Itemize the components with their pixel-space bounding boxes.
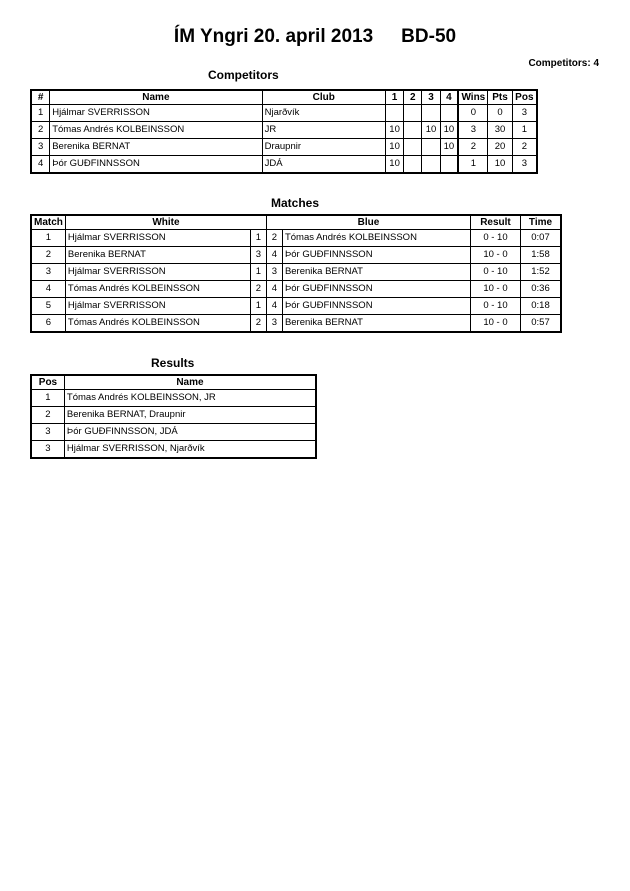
table-cell: 3 bbox=[512, 156, 536, 173]
result-row bbox=[32, 424, 316, 441]
table-cell: 0 - 10 bbox=[470, 264, 520, 281]
table-cell: 1 bbox=[250, 230, 266, 247]
table-cell: JR bbox=[262, 122, 385, 139]
col-header: # bbox=[32, 91, 50, 105]
table-cell: 10 bbox=[440, 139, 458, 156]
table-cell: 1 bbox=[458, 156, 488, 173]
table-cell bbox=[440, 156, 458, 173]
table-cell: 10 bbox=[440, 122, 458, 139]
table-cell: 3 bbox=[32, 424, 65, 441]
table-cell: 1 bbox=[250, 298, 266, 315]
competitor-row bbox=[32, 156, 537, 173]
table-cell: 10 - 0 bbox=[470, 281, 520, 298]
table-cell: 3 bbox=[32, 441, 65, 458]
page-title bbox=[0, 26, 630, 48]
competitor-row bbox=[32, 139, 537, 156]
table-cell bbox=[440, 105, 458, 122]
table-cell: Draupnir bbox=[262, 139, 385, 156]
col-header: White bbox=[65, 216, 266, 230]
col-header: 3 bbox=[422, 91, 440, 105]
table-cell: 3 bbox=[458, 122, 488, 139]
table-cell: Tómas Andrés KOLBEINSSON bbox=[50, 122, 262, 139]
result-row bbox=[32, 441, 316, 458]
table-cell: 0:07 bbox=[520, 230, 560, 247]
table-cell: Hjálmar SVERRISSON bbox=[50, 105, 262, 122]
table-cell: 2 bbox=[32, 407, 65, 424]
table-cell: Hjálmar SVERRISSON bbox=[65, 298, 250, 315]
col-header: 4 bbox=[440, 91, 458, 105]
col-header: Wins bbox=[458, 91, 488, 105]
col-header: Pos bbox=[32, 376, 65, 390]
table-cell: 3 bbox=[266, 315, 282, 332]
table-cell: Tómas Andrés KOLBEINSSON, JR bbox=[64, 390, 315, 407]
matches-table bbox=[31, 215, 561, 332]
table-cell: Þór GUÐFINNSSON bbox=[282, 281, 470, 298]
table-cell: 2 bbox=[512, 139, 536, 156]
col-header: Pos bbox=[512, 91, 536, 105]
col-header: Name bbox=[50, 91, 262, 105]
col-header: Time bbox=[520, 216, 560, 230]
table-cell: 10 bbox=[385, 122, 403, 139]
table-cell bbox=[404, 139, 422, 156]
table-cell bbox=[385, 105, 403, 122]
col-header: 2 bbox=[404, 91, 422, 105]
table-cell bbox=[422, 139, 440, 156]
matches-heading: Matches bbox=[271, 196, 320, 210]
table-cell: 2 bbox=[250, 315, 266, 332]
table-cell: Hjálmar SVERRISSON bbox=[65, 230, 250, 247]
match-row bbox=[32, 298, 561, 315]
match-row bbox=[32, 315, 561, 332]
match-row bbox=[32, 264, 561, 281]
table-cell: 10 bbox=[488, 156, 512, 173]
table-cell: 6 bbox=[32, 315, 66, 332]
match-row bbox=[32, 281, 561, 298]
table-cell: Tómas Andrés KOLBEINSSON bbox=[65, 281, 250, 298]
col-header: Pts bbox=[488, 91, 512, 105]
table-cell bbox=[422, 105, 440, 122]
table-cell: 4 bbox=[266, 281, 282, 298]
table-cell: Þór GUÐFINNSSON, JDÁ bbox=[64, 424, 315, 441]
table-cell: Þór GUÐFINNSSON bbox=[282, 247, 470, 264]
table-cell: Berenika BERNAT bbox=[65, 247, 250, 264]
category-title: BD-50 bbox=[401, 26, 457, 47]
col-header: Blue bbox=[266, 216, 470, 230]
table-cell: 30 bbox=[488, 122, 512, 139]
match-row bbox=[32, 230, 561, 247]
results-table bbox=[31, 375, 316, 458]
col-header: 1 bbox=[385, 91, 403, 105]
col-header: Name bbox=[64, 376, 315, 390]
table-cell: 3 bbox=[32, 264, 66, 281]
table-cell: 0 - 10 bbox=[470, 298, 520, 315]
table-cell: 3 bbox=[32, 139, 50, 156]
table-cell: Berenika BERNAT bbox=[282, 315, 470, 332]
table-cell: 5 bbox=[32, 298, 66, 315]
result-row bbox=[32, 407, 316, 424]
table-cell: 1 bbox=[250, 264, 266, 281]
table-cell: 4 bbox=[266, 247, 282, 264]
table-cell: 0:36 bbox=[520, 281, 560, 298]
table-cell: Þór GUÐFINNSSON bbox=[282, 298, 470, 315]
table-cell bbox=[404, 156, 422, 173]
table-cell: Njarðvík bbox=[262, 105, 385, 122]
competitor-row bbox=[32, 105, 537, 122]
col-header: Result bbox=[470, 216, 520, 230]
table-cell: 0 - 10 bbox=[470, 230, 520, 247]
table-cell: 0:57 bbox=[520, 315, 560, 332]
table-cell: 2 bbox=[32, 122, 50, 139]
table-cell: 2 bbox=[458, 139, 488, 156]
table-cell: 2 bbox=[250, 281, 266, 298]
table-cell: Þór GUÐFINNSSON bbox=[50, 156, 262, 173]
matches-header-row bbox=[32, 216, 561, 230]
table-cell: 4 bbox=[266, 298, 282, 315]
results-header-row bbox=[32, 376, 316, 390]
result-row bbox=[32, 390, 316, 407]
table-cell: 1 bbox=[32, 390, 65, 407]
event-title: ÍM Yngri 20. april 2013 bbox=[173, 26, 374, 47]
match-row bbox=[32, 247, 561, 264]
table-cell: 4 bbox=[32, 156, 50, 173]
table-cell: Berenika BERNAT bbox=[282, 264, 470, 281]
table-cell: 1 bbox=[32, 105, 50, 122]
table-cell: 1:52 bbox=[520, 264, 560, 281]
table-cell: 10 bbox=[385, 139, 403, 156]
table-cell: Berenika BERNAT, Draupnir bbox=[64, 407, 315, 424]
table-cell: 0 bbox=[488, 105, 512, 122]
competitors-heading: Competitors bbox=[208, 68, 279, 82]
competitors-table bbox=[31, 90, 537, 173]
table-cell: 10 bbox=[385, 156, 403, 173]
col-header: Match bbox=[32, 216, 66, 230]
table-cell bbox=[404, 105, 422, 122]
table-cell: 10 bbox=[422, 122, 440, 139]
table-cell: 3 bbox=[266, 264, 282, 281]
table-cell: 10 - 0 bbox=[470, 247, 520, 264]
table-cell: Berenika BERNAT bbox=[50, 139, 262, 156]
competitors-header-row bbox=[32, 91, 537, 105]
table-cell: 20 bbox=[488, 139, 512, 156]
table-cell: Hjálmar SVERRISSON bbox=[65, 264, 250, 281]
table-cell: 1 bbox=[32, 230, 66, 247]
competitors-count: Competitors: 4 bbox=[528, 58, 599, 69]
table-cell: 10 - 0 bbox=[470, 315, 520, 332]
col-header: Club bbox=[262, 91, 385, 105]
competitor-row bbox=[32, 122, 537, 139]
table-cell: 1:58 bbox=[520, 247, 560, 264]
table-cell: 0 bbox=[458, 105, 488, 122]
table-cell: 1 bbox=[512, 122, 536, 139]
table-cell: 0:18 bbox=[520, 298, 560, 315]
table-cell: 3 bbox=[512, 105, 536, 122]
table-cell: 4 bbox=[32, 281, 66, 298]
table-cell bbox=[404, 122, 422, 139]
table-cell: 2 bbox=[32, 247, 66, 264]
results-heading: Results bbox=[151, 356, 195, 370]
table-cell: 2 bbox=[266, 230, 282, 247]
table-cell: JDÁ bbox=[262, 156, 385, 173]
table-cell: Hjálmar SVERRISSON, Njarðvík bbox=[64, 441, 315, 458]
table-cell bbox=[422, 156, 440, 173]
table-cell: 3 bbox=[250, 247, 266, 264]
table-cell: Tómas Andrés KOLBEINSSON bbox=[65, 315, 250, 332]
table-cell: Tómas Andrés KOLBEINSSON bbox=[282, 230, 470, 247]
